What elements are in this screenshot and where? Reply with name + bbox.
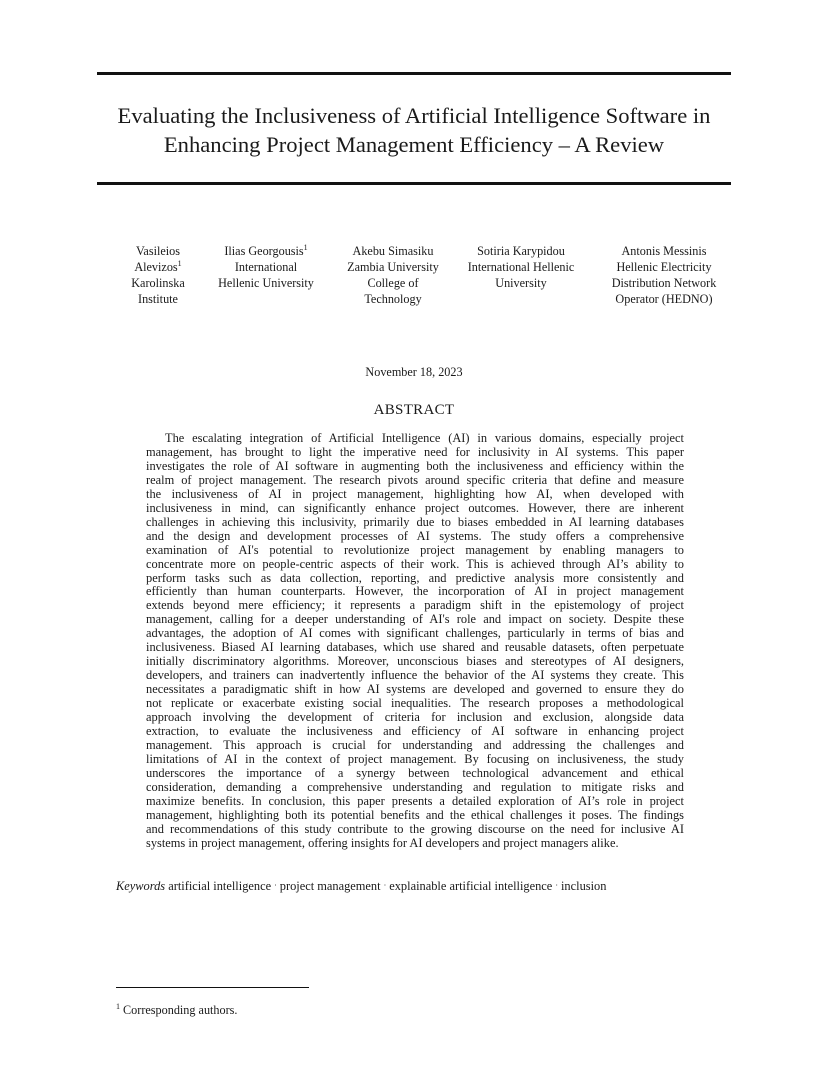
keyword-list (168, 879, 606, 893)
title-top-rule (97, 72, 731, 75)
author-name: Antonis Messinis (621, 244, 707, 258)
abstract-body (146, 432, 684, 851)
abstract-line: inclusiveness. Biased AI learning databases, which use shared and reusable datasets, often perpetuate (146, 641, 684, 655)
footnote-mark: 1 (116, 1002, 120, 1011)
abstract-line: investigates the role of AI software in augmenting both the inclusiveness and efficiency within the (146, 459, 684, 473)
abstract-line: maximize benefits. In conclusion, this paper presents a detailed exploration of AI’s role in project (146, 794, 684, 808)
abstract-line: perform tasks such as data collection, reporting, and predictive analysis more consistently and (146, 571, 684, 585)
abstract-line: inclusiveness in mind, can significantly enhance project outcomes. However, there are inherent (146, 501, 684, 515)
abstract-line: concentrate more on people-centric aspects of their work. This is achieved through AI’s ability to (146, 557, 684, 571)
author-affiliation: Hellenic Electricity Distribution Network Operator (HEDNO) (611, 260, 717, 306)
footnote-rule (116, 987, 309, 988)
abstract-line: management, has brought to light the imperative need for inclusivity in AI systems. This paper (146, 445, 684, 459)
author-footnote-mark: 1 (177, 258, 182, 268)
abstract-line: systems in project management, offering insights for AI developers and project managers alike. (146, 836, 619, 850)
abstract-line: and recommendations of this study contribute to the growing discourse on the need for inclusive AI (146, 822, 684, 836)
paper-title: Evaluating the Inclusiveness of Artificial Intelligence Software in Enhancing Project Management Efficiency – A Review (117, 103, 711, 157)
abstract-line: management. This approach is crucial for understanding and addressing the challenges and (146, 738, 684, 752)
abstract-line: initially discriminatory algorithms. Moreover, unconscious biases and stereotypes of AI designers, (146, 655, 684, 669)
keywords-line (116, 878, 736, 894)
author-2 (216, 243, 316, 291)
keyword-separator: · (274, 881, 277, 890)
abstract-line: efficiently than human counterparts. However, the incorporation of AI in project management (146, 585, 684, 599)
abstract-line: realm of project management. The research pivots around specific criteria that define and measure (146, 473, 684, 487)
abstract-line: approach involving the development of criteria for inclusion and exclusion, alongside data (146, 711, 684, 725)
author-affiliation: Zambia University College of Technology (347, 260, 439, 306)
abstract-line: and the design and development processes of AI systems. The study offers a comprehensive (146, 529, 684, 543)
keywords-label: Keywords (116, 879, 166, 893)
abstract-line: necessitates a paradigmatic shift in how AI systems are developed and governed to ensure they do (146, 683, 684, 697)
abstract-line: consideration, demanding a comprehensive understanding and regulation to mitigate risks and (146, 780, 684, 794)
author-5 (602, 243, 726, 307)
abstract-line: developers, and trainers can inadvertently influence the behavior of the AI systems they create. This (146, 669, 684, 683)
footnote (116, 1002, 237, 1018)
author-affiliation: International Hellenic University (218, 260, 314, 290)
abstract-line: examination of AI's potential to revolutionize project management by enabling managers to (146, 543, 684, 557)
keyword: explainable artificial intelligence (389, 879, 553, 893)
abstract-line: extraction, to evaluate the inclusiveness and efficiency of AI software in enhancing project (146, 725, 684, 739)
author-name: Ilias Georgousis (224, 244, 304, 258)
abstract-line: limitations of AI in the context of project management. By focusing on inclusiveness, the study (146, 752, 684, 766)
abstract-line: the inclusiveness of AI in project management, highlighting how AI, when developed with (146, 487, 684, 501)
abstract-line: management, calling for a deeper understanding of AI's role and impact on society. Despite these (146, 613, 684, 627)
footnote-text: Corresponding authors. (123, 1003, 238, 1018)
keyword: inclusion (560, 879, 607, 893)
abstract-line: underscores the importance of a synergy between technological advancement and ethical (146, 766, 684, 780)
author-1 (120, 243, 196, 307)
keyword-separator: · (383, 881, 387, 890)
author-3 (338, 243, 448, 307)
abstract-line: advantages, the adoption of AI comes with significant challenges, particularly in terms of bias and (146, 627, 684, 641)
keyword: project management (279, 879, 381, 893)
publication-date: November 18, 2023 (365, 365, 463, 379)
author-name: Akebu Simasiku (352, 244, 434, 258)
keyword-separator: · (555, 881, 558, 890)
title-bottom-rule (97, 182, 731, 185)
abstract-line: not replicate or exacerbate existing social inequalities. The research proposes a methodological (146, 697, 684, 711)
author-affiliation: International Hellenic University (467, 260, 575, 290)
author-footnote-mark: 1 (303, 242, 308, 252)
abstract-line: The escalating integration of Artificial Intelligence (AI) in various domains, especially project (165, 432, 684, 445)
keyword: artificial intelligence (168, 879, 272, 893)
author-name: Vasileios Alevizos (134, 244, 180, 274)
abstract-heading: ABSTRACT (373, 402, 455, 418)
author-4 (466, 243, 576, 291)
author-affiliation: Karolinska Institute (131, 276, 185, 306)
abstract-line: challenges in achieving this inclusivity, primarily due to biases embedded in AI learning databases (146, 515, 684, 529)
abstract-line: management, highlighting both its potential benefits and the ethical challenges it poses. The findings (146, 808, 684, 822)
abstract-line: extends beyond mere efficiency; it represents a paradigm shift in the epistemology of project (146, 599, 684, 613)
author-name: Sotiria Karypidou (477, 244, 565, 258)
